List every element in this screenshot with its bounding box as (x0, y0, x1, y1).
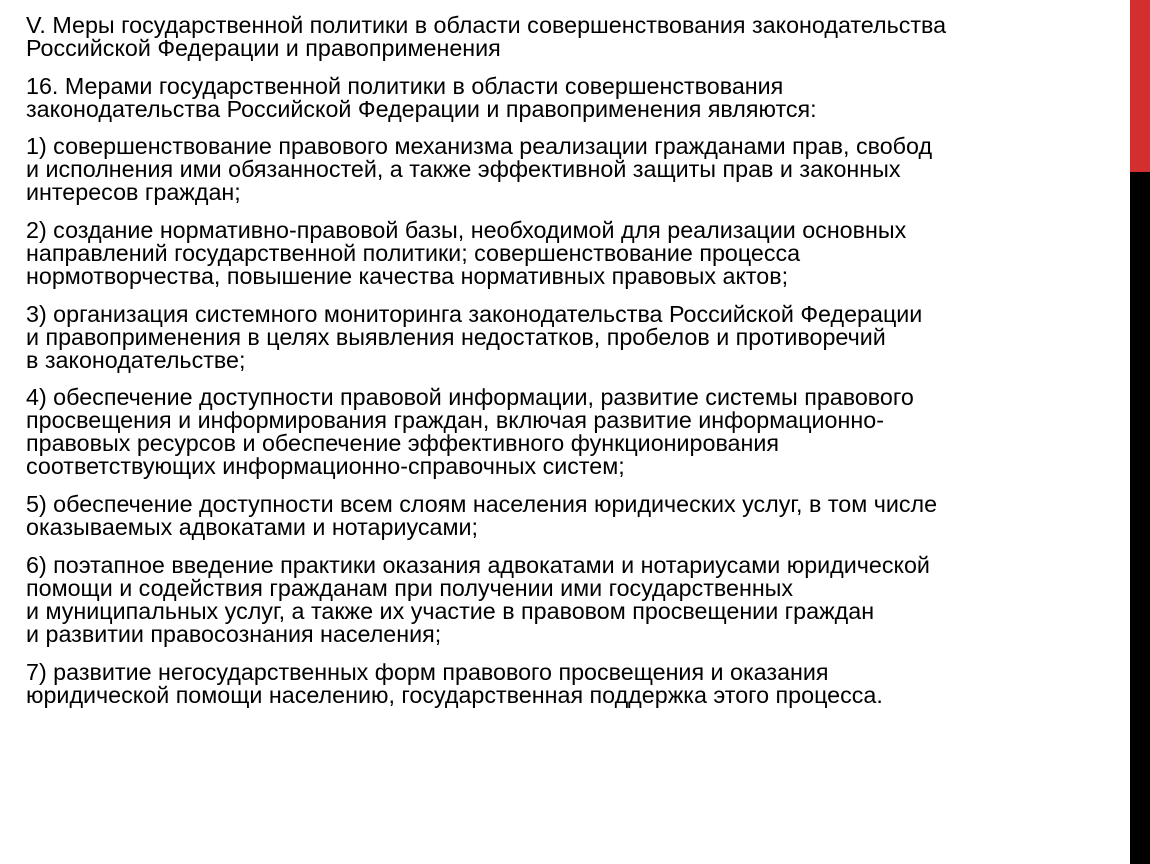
text-line: и развитии правосознания населения; (26, 620, 442, 647)
list-item-4 (26, 386, 1116, 478)
text-line: 6) поэтапное введение практики оказания адвокатами и нотариусами юридической (26, 551, 930, 578)
text-line: и исполнения ими обязанностей, а также эффективной защиты прав и законных (26, 156, 901, 183)
slide-content (26, 14, 1116, 721)
accent-bar-black (1130, 172, 1150, 864)
text-line: соответствующих информационно-справочных систем; (26, 453, 625, 480)
text-line: 4) обеспечение доступности правовой информации, развитие системы правового (26, 384, 914, 411)
text-line: в законодательстве; (26, 346, 246, 373)
text-line: 7) развитие негосударственных форм правового просвещения и оказания (26, 658, 829, 685)
list-item-7 (26, 658, 1116, 708)
list-item-6 (26, 551, 1116, 647)
text-line: правовых ресурсов и обеспечение эффективного функционирования (26, 430, 780, 457)
text-line: юридической помощи населению, государственная поддержка этого процесса. (26, 681, 883, 708)
text-line: законодательства Российской Федерации и правоприменения являются: (26, 95, 817, 122)
text-line: 1) совершенствование правового механизма реализации гражданами прав, свобод (26, 133, 933, 160)
text-line: направлений государственной политики; совершенствование процесса (26, 240, 801, 267)
text-line: просвещения и информирования граждан, включая развитие информационно- (26, 407, 884, 434)
text-line: нормотворчества, повышение качества нормативных правовых актов; (26, 263, 789, 290)
text-line: оказываемых адвокатами и нотариусами; (26, 514, 478, 541)
text-line: и муниципальных услуг, а также их участие в правовом просвещении граждан (26, 597, 875, 624)
text-line: 2) создание нормативно-правовой базы, необходимой для реализации основных (26, 217, 907, 244)
text-line: 5) обеспечение доступности всем слоям населения юридических услуг, в том числе (26, 491, 938, 518)
text-line: 3) организация системного мониторинга законодательства Российской Федерации (26, 300, 923, 327)
text-line: и правоприменения в целях выявления недостатков, пробелов и противоречий (26, 323, 886, 350)
list-item-3 (26, 300, 1116, 373)
list-item-2 (26, 219, 1116, 288)
text-line: Российской Федерации и правоприменения (26, 35, 501, 61)
text-line: помощи и содействия гражданам при получении ими государственных (26, 574, 794, 601)
list-item-1 (26, 135, 1116, 204)
text-line: интересов граждан; (26, 179, 241, 206)
text-line: 16. Мерами государственной политики в области совершенствования (26, 72, 784, 99)
list-item-5 (26, 493, 1116, 539)
section-heading (26, 14, 1116, 60)
paragraph-16 (26, 72, 1116, 122)
accent-bar-red (1130, 0, 1150, 172)
text-line: V. Меры государственной политики в области совершенствования законодательства (26, 12, 947, 38)
